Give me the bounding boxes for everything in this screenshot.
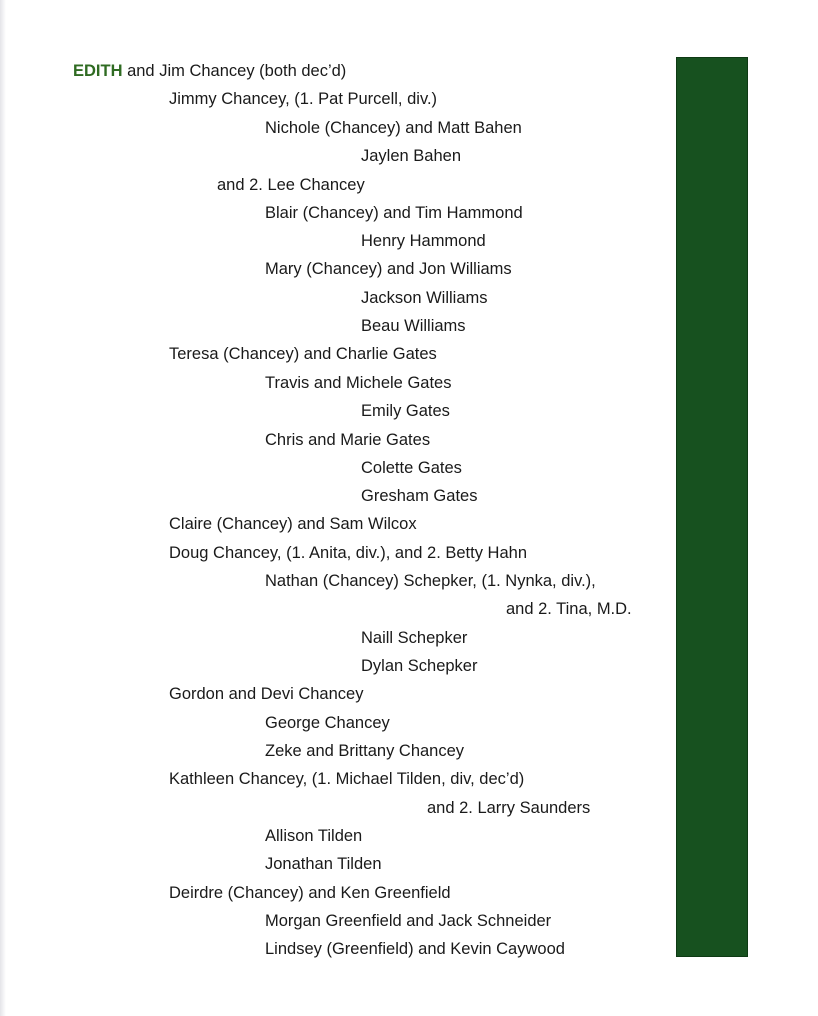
- tree-line: Jaylen Bahen: [361, 147, 461, 165]
- tree-line: and 2. Tina, M.D.: [506, 600, 632, 618]
- tree-line: Jimmy Chancey, (1. Pat Purcell, div.): [169, 90, 438, 108]
- tree-line: George Chancey: [265, 714, 390, 732]
- root-name-highlight: EDITH: [73, 62, 123, 80]
- tree-line: Gordon and Devi Chancey: [169, 685, 364, 703]
- tree-line: Jonathan Tilden: [265, 855, 382, 873]
- tree-line: Deirdre (Chancey) and Ken Greenfield: [169, 884, 451, 902]
- tree-line: Mary (Chancey) and Jon Williams: [265, 260, 512, 278]
- tree-line: Allison Tilden: [265, 827, 363, 845]
- tree-line: Emily Gates: [361, 402, 450, 420]
- tree-line: Colette Gates: [361, 459, 462, 477]
- tree-line: Henry Hammond: [361, 232, 486, 250]
- tree-line: Gresham Gates: [361, 487, 478, 505]
- tree-line-root: [73, 61, 346, 81]
- tree-line: Morgan Greenfield and Jack Schneider: [265, 912, 552, 930]
- tree-line: Teresa (Chancey) and Charlie Gates: [169, 345, 437, 363]
- root-line-text: and Jim Chancey (both dec’d): [122, 62, 347, 80]
- tree-line: Lindsey (Greenfield) and Kevin Caywood: [265, 940, 565, 958]
- tree-line: Naill Schepker: [361, 629, 468, 647]
- tree-line: Jackson Williams: [361, 289, 488, 307]
- tree-line: Kathleen Chancey, (1. Michael Tilden, div, dec’d): [169, 770, 525, 788]
- tree-line: Zeke and Brittany Chancey: [265, 742, 465, 760]
- tree-line: Beau Williams: [361, 317, 466, 335]
- tree-line: Chris and Marie Gates: [265, 431, 431, 449]
- tree-line: Claire (Chancey) and Sam Wilcox: [169, 515, 417, 533]
- tree-line: Nichole (Chancey) and Matt Bahen: [265, 119, 522, 137]
- tree-line: and 2. Larry Saunders: [427, 799, 591, 817]
- tree-line: Doug Chancey, (1. Anita, div.), and 2. Betty Hahn: [169, 544, 528, 562]
- tree-line: Blair (Chancey) and Tim Hammond: [265, 204, 523, 222]
- tree-line: Travis and Michele Gates: [265, 374, 452, 392]
- tree-line: Dylan Schepker: [361, 657, 478, 675]
- tree-line: Nathan (Chancey) Schepker, (1. Nynka, div.),: [265, 572, 596, 590]
- tree-line: and 2. Lee Chancey: [217, 176, 365, 194]
